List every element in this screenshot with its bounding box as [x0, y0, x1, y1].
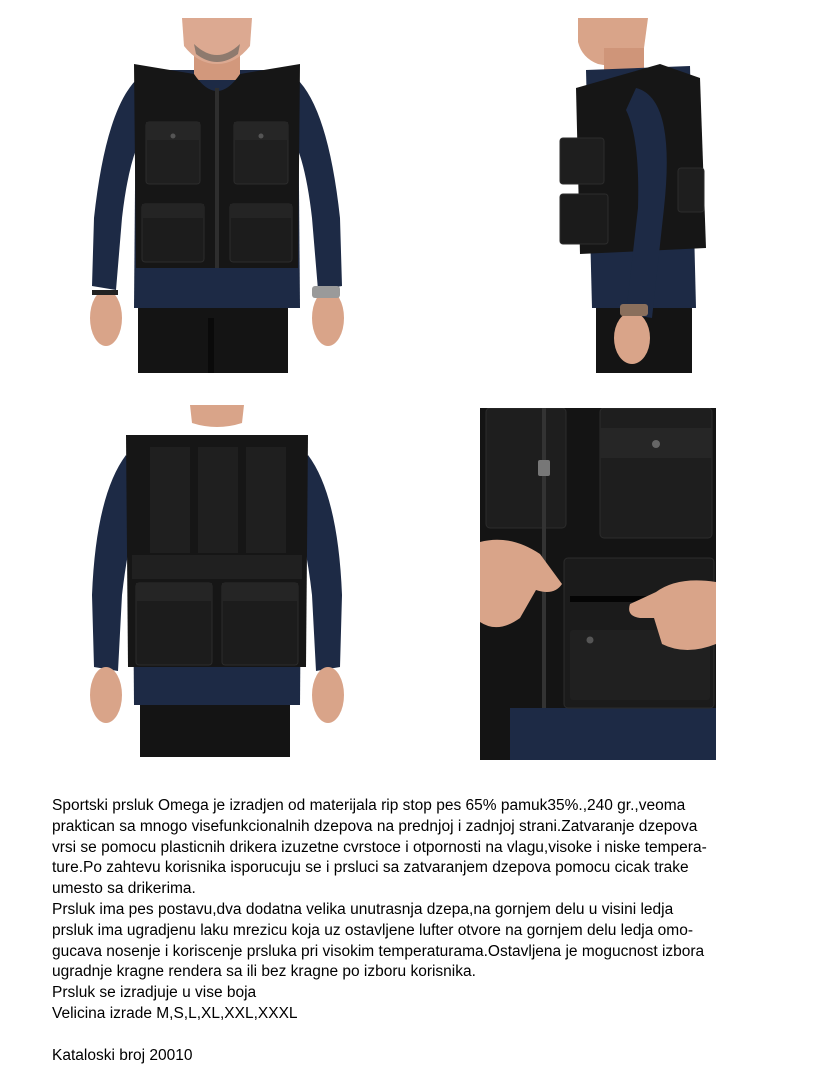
back-view-illustration — [86, 405, 348, 757]
photo-back-view — [86, 405, 348, 757]
description-line: ture.Po zahtevu korisnika isporucuju se i prsluci sa zatvaranjem dzepova pomocu cicak trake — [52, 859, 689, 877]
description-line: Prsluk se izradjuje u vise boja — [52, 984, 257, 1002]
photo-front-view — [86, 18, 348, 373]
photo-pocket-closeup — [480, 408, 716, 760]
product-description — [52, 796, 782, 1066]
description-line: prsluk ima ugradjenu laku mrezicu koja uz ostavljene lufter otvore na gornjem delu ledja omo- — [52, 921, 693, 939]
description-line: praktican sa mnogo visefunkcionalnih dzepova na prednjoj i zadnjoj strani.Zatvaranje dzepova — [52, 817, 698, 835]
description-line: ugradnje kragne rendera sa ili bez kragne po izboru korisnika. — [52, 963, 476, 981]
description-line: gucava nosenje i koriscenje prsluka pri visokim temperaturama.Ostavljena je mogucnost izbora — [52, 942, 705, 960]
description-line: umesto sa drikerima. — [52, 880, 196, 898]
spacer — [52, 1025, 782, 1046]
front-view-illustration — [86, 18, 348, 373]
description-line: Velicina izrade M,S,L,XL,XXL,XXXL — [52, 1004, 298, 1022]
photo-side-view — [540, 18, 716, 373]
catalog-number: Kataloski broj 20010 — [52, 1046, 193, 1064]
description-line: Prsluk ima pes postavu,dva dodatna velika unutrasnja dzepa,na gornjem delu u visini ledja — [52, 900, 674, 918]
pocket-closeup-illustration — [480, 408, 716, 760]
description-line: vrsi se pomocu plasticnih drikera izuzetne cvrstoce i otpornosti na vlagu,visoke i niske tempera- — [52, 838, 707, 856]
side-view-illustration — [540, 18, 716, 373]
description-line: Sportski prsluk Omega je izradjen od materijala rip stop pes 65% pamuk35%.,240 gr.,veoma — [52, 797, 686, 814]
